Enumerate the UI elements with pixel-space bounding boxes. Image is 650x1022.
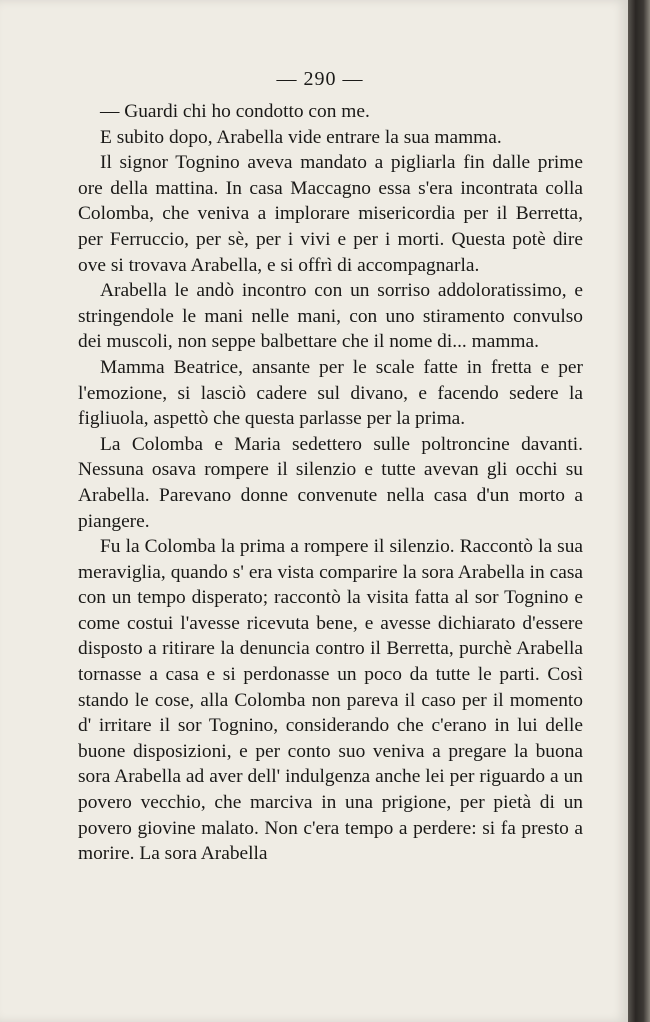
- paragraph: — Guardi chi ho condotto con me.: [100, 101, 370, 122]
- paragraph: E subito dopo, Arabella vide entrare la sua mamma.: [100, 126, 502, 148]
- paragraph: Fu la Colomba la prima a rompere il silenzio. Raccontò la sua meraviglia, quando s' era vista comparire la sora Arabella in casa con un tempo disperato; raccontò la visita fatta al sor Tognino e come costui l'avesse ricevuta bene, e avesse dichiarato d'essere disposto a ritirare la denuncia contro il Berretta, purchè Arabella tornasse a casa e si perdonasse un poco da tutte le parti. Così stando le cose, alla Colomba non pareva il caso per il momento d' irritare il sor Tognino, considerando che c'erano in lui delle buone disposizioni, e per conto suo veniva a pregare la buona sora Arabella ad aver dell' indulgenza anche lei per riguardo a un povero vecchio, che marciva in una prigione, per pietà di un povero giovine malato. Non c'era tempo a perdere: si fa presto a morire. La sora Arabella: [78, 536, 583, 865]
- paragraph: Il signor Tognino aveva mandato a pigliarla fin dalle prime ore della mattina. In casa Maccagno essa s'era incontrata colla Colomba, che veniva a implorare misericordia per il Berretta, per Ferruccio, per sè, per i vivi e per i morti. Questa potè dire ove si trovava Arabella, e si offrì di accompagnarla.: [78, 152, 583, 276]
- book-spine: [628, 0, 650, 1022]
- page-number: — 290 —: [276, 68, 364, 90]
- paragraph: Arabella le andò incontro con un sorriso addoloratissimo, e stringendole le mani nelle mani, con uno stiramento convulso dei muscoli, non seppe balbettare che il nome di... mamma.: [78, 280, 583, 353]
- paragraph: La Colomba e Maria sedettero sulle poltroncine davanti. Nessuna osava rompere il silenzio e tutte avevan gli occhi su Arabella. Parevano donne convenute nella casa d'un morto a piangere.: [78, 433, 583, 532]
- paragraph: Mamma Beatrice, ansante per le scale fatte in fretta e per l'emozione, si lasciò cadere sul divano, e facendo sedere la figliuola, aspettò che questa parlasse per la prima.: [78, 356, 583, 430]
- body-text: [78, 99, 583, 867]
